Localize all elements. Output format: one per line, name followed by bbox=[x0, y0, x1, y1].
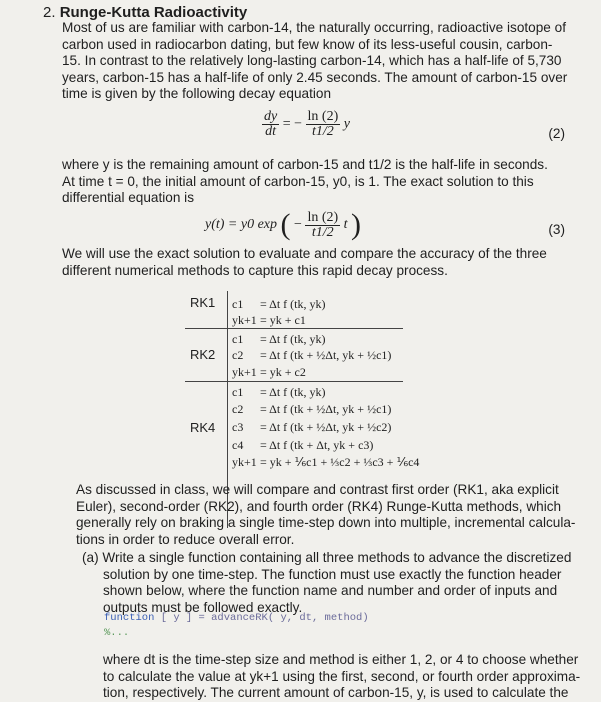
eq2-rhs-den: t1/2 bbox=[311, 124, 334, 139]
rk-row-lhs: c3 bbox=[232, 420, 244, 434]
rk2-row bbox=[232, 348, 391, 363]
part-a-line: outputs must be followed exactly. bbox=[103, 599, 303, 615]
rk-row-rhs: = yk + ⅙c1 + ⅓c2 + ⅓c3 + ⅙c4 bbox=[260, 455, 420, 469]
eq3-var: t bbox=[343, 217, 348, 233]
part-a-line: solution by one time-step. The function must use exactly the function header bbox=[103, 566, 562, 582]
rk4-row bbox=[232, 420, 391, 435]
where-paragraph bbox=[62, 157, 548, 207]
eq3-num: ln (2) bbox=[307, 209, 339, 225]
intro-line: time is given by the following decay equation bbox=[62, 86, 332, 102]
rk-row-lhs: c1 bbox=[232, 385, 244, 399]
where-line: At time t = 0, the initial amount of carbon-15, y0, is 1. The exact solution to this bbox=[62, 173, 534, 189]
eq2-rhs-num: ln (2) bbox=[307, 109, 339, 124]
eq2-var: y bbox=[343, 116, 350, 132]
rk4-row bbox=[232, 438, 373, 453]
intro-line: 15. In contrast to the relatively long-lasting carbon-14, which has a half-life of 5,730 bbox=[62, 53, 562, 69]
rk4-row bbox=[232, 455, 419, 470]
eq2-lhs-den: dt bbox=[265, 124, 277, 139]
rk2-row bbox=[232, 332, 325, 347]
discussion-line: Euler), second-order (RK2), and fourth order (RK4) Runge-Kutta methods, which bbox=[76, 498, 562, 514]
section-heading bbox=[43, 4, 247, 21]
rk-row-rhs: = yk + c2 bbox=[260, 365, 306, 379]
rk-row-rhs: = Δt f (tk, yk) bbox=[260, 332, 326, 346]
rk-table-rule-1 bbox=[185, 328, 403, 329]
eq3-den: t1/2 bbox=[311, 224, 334, 240]
rk-row-rhs: = Δt f (tk + ½Δt, yk + ½c1) bbox=[260, 402, 392, 416]
use-line: We will use the exact solution to evaluate and compare the accuracy of the three bbox=[62, 246, 547, 261]
eq3-lhs: y(t) = y0 exp bbox=[205, 217, 278, 233]
discussion-paragraph bbox=[76, 482, 575, 548]
rk-row-lhs: yk+1 bbox=[232, 313, 257, 327]
intro-line: Most of us are familiar with carbon-14, the naturally occurring, radioactive isotope of bbox=[62, 20, 566, 35]
use-paragraph bbox=[62, 246, 547, 279]
discussion-line: As discussed in class, we will compare and contrast first order (RK1, aka explicit bbox=[76, 482, 559, 497]
eq2-lhs-fraction bbox=[262, 110, 279, 139]
rk1-label: RK1 bbox=[190, 295, 216, 310]
equation-2 bbox=[262, 110, 350, 139]
rk-row-rhs: = Δt f (tk + ½Δt, yk + ½c2) bbox=[260, 420, 392, 434]
rk-row-rhs: = Δt f (tk + ½Δt, yk + ½c1) bbox=[260, 348, 392, 362]
eq2-equals: = − bbox=[282, 116, 303, 132]
eq3-open-paren: ( bbox=[280, 208, 291, 241]
rk-row-rhs: = Δt f (tk, yk) bbox=[260, 297, 326, 311]
code-comment: %... bbox=[104, 627, 130, 639]
rk4-label: RK4 bbox=[190, 420, 216, 435]
use-line: different numerical methods to capture this rapid decay process. bbox=[62, 262, 448, 278]
eq2-lhs-num: dy bbox=[264, 109, 278, 124]
intro-line: years, carbon-15 has a half-life of only 2.45 seconds. The amount of carbon-15 over bbox=[62, 69, 568, 85]
final-line: to calculate the value at yk+1 using the first, second, or fourth order approxima- bbox=[103, 668, 581, 684]
rk1-row bbox=[232, 297, 325, 312]
code-signature: [ y ] = advanceRK( y, dt, method) bbox=[154, 612, 369, 624]
part-a-paragraph bbox=[82, 550, 571, 616]
rk4-row bbox=[232, 402, 391, 417]
discussion-line: tions in order to reduce overall error. bbox=[76, 531, 295, 547]
section-title: Runge-Kutta Radioactivity bbox=[59, 4, 248, 21]
intro-line: carbon used in radiocarbon dating, but few know of its less-useful cousin, carbon- bbox=[62, 36, 553, 52]
rk-row-rhs: = yk + c1 bbox=[260, 313, 306, 327]
rk2-row bbox=[232, 365, 306, 380]
eq3-close-paren: ) bbox=[351, 208, 362, 241]
final-line: tion, respectively. The current amount of carbon-15, y, is used to calculate the bbox=[103, 685, 569, 701]
rk-row-lhs: c1 bbox=[232, 297, 244, 311]
rk-row-lhs: yk+1 bbox=[232, 365, 257, 379]
rk-row-lhs: c4 bbox=[232, 438, 244, 452]
eq3-fraction bbox=[305, 211, 340, 240]
eq3-minus: − bbox=[294, 217, 302, 233]
part-a-line: shown below, where the function name and number and order of inputs and bbox=[103, 583, 558, 599]
rk-row-lhs: c1 bbox=[232, 332, 244, 346]
rk-row-lhs: yk+1 bbox=[232, 455, 257, 469]
where-line: differential equation is bbox=[62, 190, 195, 206]
rk1-row bbox=[232, 313, 306, 328]
equation-3 bbox=[205, 208, 361, 242]
rk-row-lhs: c2 bbox=[232, 348, 244, 362]
code-keyword: function bbox=[104, 612, 155, 624]
section-number: 2. bbox=[43, 4, 56, 21]
rk-row-lhs: c2 bbox=[232, 402, 244, 416]
final-line: where dt is the time-step size and method is either 1, 2, or 4 to choose whether bbox=[103, 652, 579, 667]
eq2-number: (2) bbox=[548, 126, 565, 141]
rk2-label: RK2 bbox=[190, 347, 216, 362]
function-header-code bbox=[104, 612, 369, 624]
eq2-rhs-fraction bbox=[306, 110, 341, 139]
final-paragraph bbox=[103, 652, 580, 702]
rk-row-rhs: = Δt f (tk + Δt, yk + c3) bbox=[260, 438, 374, 452]
rk-row-rhs: = Δt f (tk, yk) bbox=[260, 385, 326, 399]
eq3-number: (3) bbox=[548, 222, 565, 237]
intro-paragraph bbox=[62, 20, 567, 103]
where-line: where y is the remaining amount of carbon-15 and t1/2 is the half-life in seconds. bbox=[62, 157, 548, 172]
part-a-line: (a) Write a single function containing all three methods to advance the discretized bbox=[82, 550, 572, 565]
rk-table-rule-2 bbox=[185, 381, 403, 382]
rk4-row bbox=[232, 385, 325, 400]
discussion-line: generally rely on braking a single time-step down into multiple, incremental calcula- bbox=[76, 515, 576, 531]
